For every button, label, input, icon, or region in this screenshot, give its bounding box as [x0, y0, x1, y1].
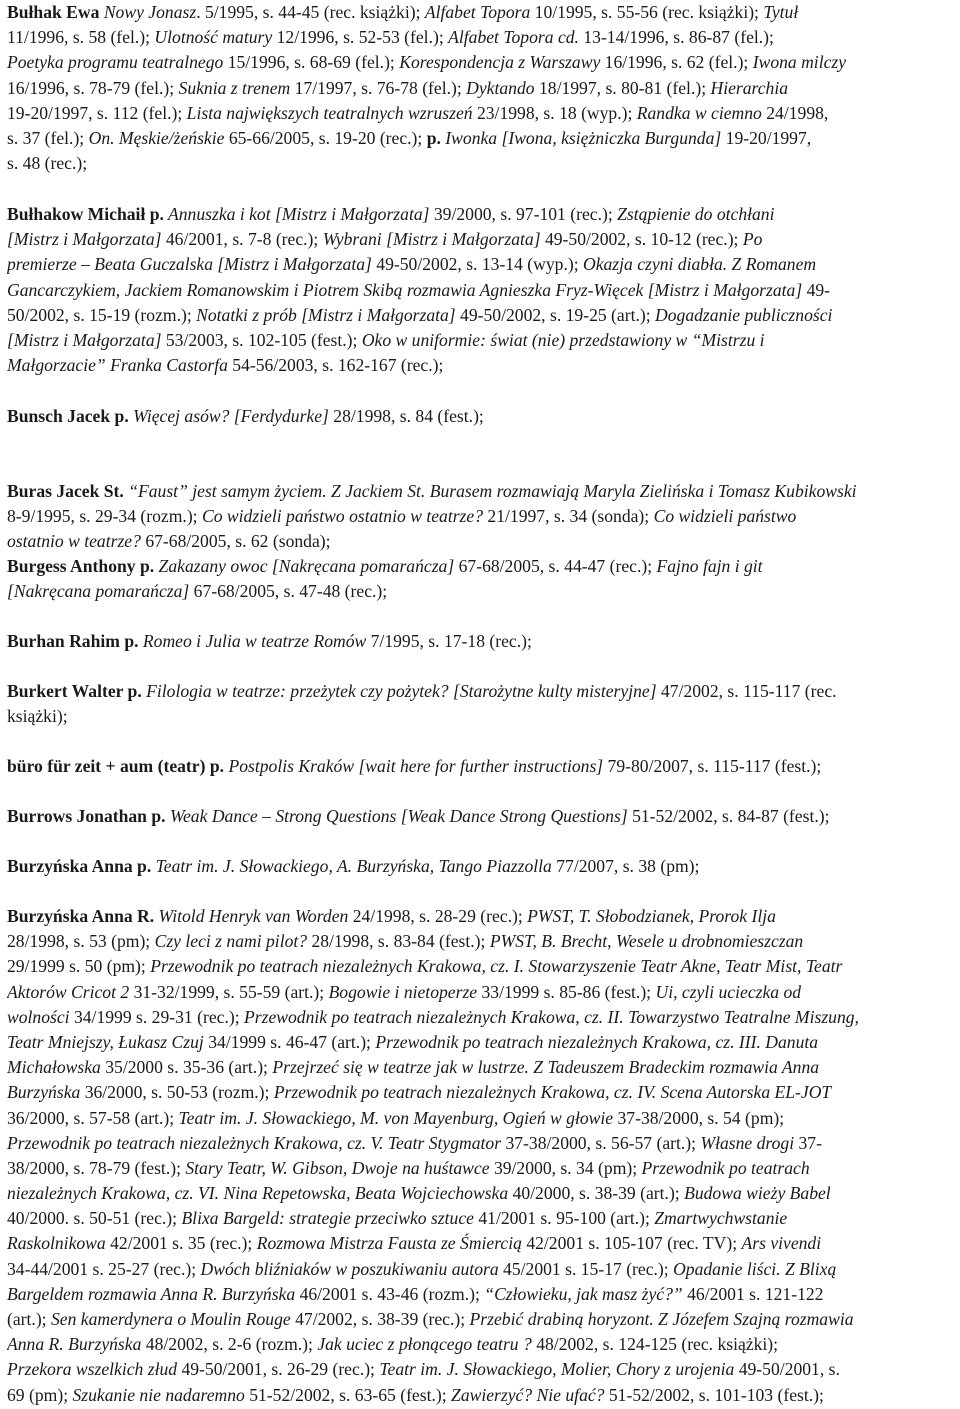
author-name: Burhan Rahim p. [7, 631, 139, 651]
entry-line [7, 1206, 957, 1231]
citation-text: 49-50/2001, s. 26-29 (rec.); [177, 1359, 380, 1380]
bibliography-entry [7, 804, 957, 829]
citation-text: 48/2002, s. 124-125 (rec. książki); [531, 1334, 779, 1355]
work-title: Sen kamerdynera o Moulin Rouge [50, 1309, 291, 1329]
work-title: Zawierzyć? Nie ufać? [451, 1384, 605, 1405]
work-title: Teatr im. J. Słowackiego, M. von Mayenburg, Ogień w głowie [178, 1107, 614, 1128]
work-title: “Człowieku, jak masz żyć?” [484, 1283, 683, 1304]
bibliography-entry [7, 904, 957, 1408]
citation-text: 51-52/2002, s. 84-87 (fest.); [627, 806, 830, 826]
work-title: Postpolis Kraków [wait here for further instructions] [224, 756, 604, 776]
work-title: Burzyńska [7, 1082, 81, 1103]
work-title: Przewodnik po teatrach niezależnych Krakowa, cz. II. Towarzystwo Teatralne Miszung, [244, 1006, 859, 1027]
work-title: Poetyka programu teatralnego [7, 52, 224, 73]
work-title: Co widzieli państwo [653, 506, 797, 527]
work-title: Szukanie nie nadaremno [72, 1384, 245, 1405]
work-title: ostatnio w teatrze? [7, 531, 141, 552]
citation-text: 51-52/2002, s. 63-65 (fest.); [244, 1384, 452, 1405]
entry-line [7, 25, 957, 50]
work-title: Więcej asów? [Ferdydurke] [128, 406, 329, 426]
work-title: Dwóch bliźniaków w poszukiwaniu autora [200, 1258, 499, 1279]
entry-line [7, 1131, 957, 1156]
bibliography-entry [7, 479, 957, 555]
work-title: Fajno fajn i git [656, 556, 763, 576]
entry-line [7, 904, 957, 929]
citation-text: 21/1997, s. 34 (sonda); [483, 506, 654, 527]
citation-text: 34/1999 s. 29-31 (rec.); [69, 1006, 244, 1027]
citation-text: 24/1998, s. 28-29 (rec.); [348, 906, 528, 926]
work-title: Zstąpienie do otchłani [617, 204, 775, 224]
entry-line [7, 76, 957, 101]
work-title: Oko w uniformie: świat (nie) przedstawiony w “Mistrzu i [361, 329, 765, 350]
work-title: Teatr im. J. Słowackiego, Molier, Chory z urojenia [379, 1359, 735, 1380]
work-title: Budowa wieży Babel [684, 1183, 831, 1204]
work-title: Blixa Bargeld: strategie przeciwko sztuce [181, 1208, 474, 1229]
entry-line [7, 1106, 957, 1131]
bibliography-entry [7, 0, 957, 176]
author-name: Burgess Anthony p. [7, 556, 155, 576]
entry-line [7, 1357, 957, 1382]
citation-text: 17/1997, s. 76-78 (fel.); [290, 77, 467, 98]
work-title: Przejrzeć się w teatrze jak w lustrze. Z Tadeuszem Bradeckim rozmawia Anna [272, 1057, 820, 1078]
citation-text: 39/2000, s. 34 (pm); [489, 1157, 642, 1178]
author-name: Burzyńska Anna p. [7, 856, 152, 876]
citation-text: 16/1996, s. 62 (fel.); [600, 52, 753, 73]
work-title: Ulotność matury [154, 27, 273, 48]
citation-text: 79-80/2007, s. 115-117 (fest.); [603, 756, 822, 776]
entry-line [7, 278, 957, 303]
citation-text: 36/2000, s. 50-53 (rozm.); [80, 1082, 274, 1103]
work-title: Przewodnik po teatrach niezależnych Krakowa, cz. IV. Scena Autorska EL-JOT [273, 1082, 832, 1103]
citation-text: 49-50/2002, s. 19-25 (art.); [455, 304, 656, 325]
author-name: Burkert Walter p. [7, 681, 142, 701]
citation-text: 29/1999 s. 50 (pm); [7, 956, 151, 977]
citation-text: 28/1998, s. 84 (fest.); [328, 406, 484, 426]
entry-line [7, 529, 957, 554]
bibliography-entry [7, 679, 957, 729]
citation-text: 65-66/2005, s. 19-20 (rec.); [224, 127, 427, 148]
work-title: Alfabet Topora cd. [448, 27, 579, 48]
entry-line [7, 404, 957, 429]
work-title: [Mistrz i Małgorzata] [7, 229, 162, 250]
citation-text: 49- [802, 279, 831, 300]
citation-text: 50/2002, s. 15-19 (rozm.); [7, 304, 197, 325]
entry-line [7, 1181, 957, 1206]
entry-line [7, 202, 957, 227]
entry-line [7, 704, 957, 729]
citation-text: 18/1997, s. 80-81 (fel.); [534, 77, 711, 98]
author-name: Buras Jacek St. [7, 481, 124, 501]
author-name: Burzyńska Anna R. [7, 906, 155, 926]
author-name: Bułhak Ewa [7, 2, 100, 22]
work-title: Annuszka i kot [Mistrz i Małgorzata] [163, 204, 430, 224]
work-title: Czy leci z nami pilot? [154, 931, 308, 952]
citation-text: 38/2000, s. 78-79 (fest.); [7, 1157, 186, 1178]
entry-line [7, 479, 957, 504]
citation-text: 77/2007, s. 38 (pm); [551, 856, 700, 876]
citation-text: 69 (pm); [7, 1384, 73, 1405]
citation-text: 16/1996, s. 78-79 (fel.); [7, 77, 179, 98]
work-title: Dyktando [466, 77, 535, 98]
citation-text: 19-20/1997, [721, 127, 812, 148]
entry-line [7, 328, 957, 353]
citation-text: 45/2001 s. 15-17 (rec.); [498, 1258, 674, 1279]
work-title: Raskolnikowa [7, 1233, 106, 1254]
work-title: Przewodnik po teatrach niezależnych Krakowa, cz. III. Danuta [375, 1031, 819, 1052]
citation-text: 51-52/2002, s. 101-103 (fest.); [604, 1384, 824, 1405]
work-title: premierze – Beata Guczalska [Mistrz i Małgorzata] [7, 254, 372, 275]
citation-text: 7/1995, s. 17-18 (rec.); [366, 631, 532, 651]
entry-line [7, 1030, 957, 1055]
work-title: Teatr im. J. Słowackiego, A. Burzyńska, Tango Piazzolla [151, 856, 552, 876]
citation-text: 11/1996, s. 58 (fel.); [7, 27, 155, 48]
work-title: Bogowie i nietoperze [328, 981, 478, 1002]
citation-text: 12/1996, s. 52-53 (fel.); [272, 27, 449, 48]
work-title: Wybrani [Mistrz i Małgorzata] [322, 229, 541, 250]
entry-line [7, 101, 957, 126]
citation-text: 54-56/2003, s. 162-167 (rec.); [227, 355, 444, 376]
entry-line [7, 1231, 957, 1256]
citation-text: 19-20/1997, s. 112 (fel.); [7, 102, 187, 123]
citation-text: 41/2001 s. 95-100 (art.); [473, 1208, 655, 1229]
entry-line [7, 50, 957, 75]
work-title: Hierarchia [710, 77, 789, 98]
work-title: “Faust” jest samym życiem. Z Jackiem St. Burasem rozmawiają Maryla Zielińska i Tomasz Kubikowski [123, 481, 857, 501]
work-title: Bargeldem rozmawia Anna R. Burzyńska [7, 1283, 296, 1304]
citation-text: 39/2000, s. 97-101 (rec.); [429, 204, 618, 224]
citation-text: 37- [794, 1132, 822, 1153]
citation-text: książki); [7, 706, 68, 727]
citation-text: 10/1995, s. 55-56 (rec. książki); [530, 2, 764, 22]
citation-text: 46/2001 s. 121-122 [682, 1283, 824, 1304]
bibliography-entry [7, 202, 957, 378]
work-title: Zmartwychwstanie [654, 1208, 788, 1229]
entry-line [7, 854, 957, 879]
author-name: p. [426, 127, 441, 148]
work-title: Przebić drabiną horyzont. Z Józefem Szajną rozmawia [469, 1309, 854, 1329]
entry-line [7, 1080, 957, 1105]
work-title: Korespondencja z Warszawy [399, 52, 601, 73]
work-title: Zakazany owoc [Nakręcana pomarańcza] [154, 556, 455, 576]
work-title: Przekora wszelkich złud [7, 1359, 178, 1380]
citation-text: 48/2002, s. 2-6 (rozm.); [141, 1334, 318, 1355]
entry-line [7, 1257, 957, 1282]
entry-line [7, 629, 957, 654]
entry-line [7, 954, 957, 979]
work-title: PWST, T. Słobodzianek, Prorok Ilja [527, 906, 776, 926]
entry-line [7, 980, 957, 1005]
work-title: Rozmowa Mistrza Fausta ze Śmiercią [256, 1233, 522, 1254]
work-title: Alfabet Topora [424, 2, 531, 22]
work-title: Aktorów Cricot 2 [7, 981, 130, 1002]
work-title: Iwonka [Iwona, księżniczka Burgunda] [440, 127, 722, 148]
work-title: Dogadzanie publiczności [655, 304, 833, 325]
citation-text: 35/2000 s. 35-36 (art.); [100, 1057, 273, 1078]
entry-line [7, 1307, 957, 1332]
citation-text: 37-38/2000, s. 56-57 (art.); [501, 1132, 701, 1153]
work-title: Suknia z trenem [178, 77, 291, 98]
citation-text: 67-68/2005, s. 44-47 (rec.); [454, 556, 657, 576]
citation-text: 37-38/2000, s. 54 (pm); [613, 1107, 785, 1128]
work-title: Lista największych teatralnych wzruszeń [186, 102, 473, 123]
citation-text: 47/2002, s. 38-39 (rec.); [290, 1309, 470, 1329]
entry-line [7, 554, 957, 579]
citation-text: 28/1998, s. 83-84 (fest.); [307, 931, 490, 952]
citation-text: 34/1999 s. 46-47 (art.); [203, 1031, 376, 1052]
citation-text: 46/2001, s. 7-8 (rec.); [161, 229, 323, 250]
bibliography-entry [7, 629, 957, 654]
citation-text: s. 48 (rec.); [7, 153, 88, 174]
work-title: Teatr Mniejszy, Łukasz Czuj [7, 1031, 204, 1052]
citation-text: 23/1998, s. 18 (wyp.); [472, 102, 637, 123]
work-title: niezależnych Krakowa, cz. VI. Nina Repetowska, Beata Wojciechowska [7, 1183, 509, 1204]
work-title: PWST, B. Brecht, Wesele u drobnomieszczan [489, 931, 804, 952]
work-title: Iwona milczy [752, 52, 847, 73]
work-title: Jak uciec z płonącego teatru ? [317, 1334, 532, 1355]
work-title: Randka w ciemno [636, 102, 762, 123]
citation-text: 33/1999 s. 85-86 (fest.); [477, 981, 656, 1002]
work-title: Filologia w teatrze: przeżytek czy pożytek? [Starożytne kulty misteryjne] [141, 681, 657, 701]
work-title: Tytuł [763, 2, 799, 22]
citation-text: 40/2000, s. 38-39 (art.); [508, 1183, 685, 1204]
work-title: Ars vivendi [741, 1233, 822, 1254]
citation-text: 47/2002, s. 115-117 (rec. [656, 681, 837, 701]
citation-text: 42/2001 s. 105-107 (rec. TV); [521, 1233, 742, 1254]
work-title: Nowy Jonasz [99, 2, 197, 22]
work-title: Anna R. Burzyńska [7, 1334, 142, 1355]
citation-text: . 5/1995, s. 44-45 (rec. książki); [196, 2, 425, 22]
entry-line [7, 303, 957, 328]
author-name: Bunsch Jacek p. [7, 406, 129, 426]
work-title: Małgorzacie” Franka Castorfa [7, 355, 228, 376]
entry-line [7, 1156, 957, 1181]
work-title: Własne drogi [700, 1132, 795, 1153]
author-name: Bułhakow Michaił p. [7, 204, 164, 224]
entry-line [7, 0, 957, 25]
work-title: On. Męskie/żeńskie [88, 127, 225, 148]
entry-line [7, 504, 957, 529]
entry-line [7, 1383, 957, 1408]
entry-line [7, 353, 957, 378]
citation-text: (art.); [7, 1309, 51, 1329]
work-title: Stary Teatr, W. Gibson, Dwoje na huśtawce [185, 1157, 490, 1178]
author-name: Burrows Jonathan p. [7, 806, 166, 826]
citation-text: 8-9/1995, s. 29-34 (rozm.); [7, 506, 202, 527]
citation-text: 46/2001 s. 43-46 (rozm.); [295, 1283, 485, 1304]
entry-line [7, 804, 957, 829]
work-title: Ui, czyli ucieczka od [655, 981, 802, 1002]
entry-line [7, 1282, 957, 1307]
work-title: [Mistrz i Małgorzata] [7, 329, 162, 350]
work-title: [Nakręcana pomarańcza] [7, 581, 190, 602]
bibliography-entry [7, 554, 957, 604]
citation-text: 49-50/2002, s. 10-12 (rec.); [540, 229, 743, 250]
entry-line [7, 679, 957, 704]
work-title: Romeo i Julia w teatrze Romów [138, 631, 367, 651]
work-title: Przewodnik po teatrach [641, 1157, 810, 1178]
citation-text: 36/2000, s. 57-58 (art.); [7, 1107, 179, 1128]
bibliography-entry [7, 854, 957, 879]
work-title: Opadanie liści. Z Blixą [673, 1258, 837, 1279]
entry-line [7, 252, 957, 277]
entry-line [7, 126, 957, 151]
citation-text: 49-50/2001, s. [734, 1359, 840, 1380]
citation-text: 13-14/1996, s. 86-87 (fel.); [578, 27, 774, 48]
citation-text: 53/2003, s. 102-105 (fest.); [161, 329, 362, 350]
entry-line [7, 1332, 957, 1357]
bibliography-entry [7, 754, 957, 779]
work-title: Witold Henryk van Worden [154, 906, 349, 926]
entry-line [7, 1005, 957, 1030]
entry-line [7, 227, 957, 252]
citation-text: 49-50/2002, s. 13-14 (wyp.); [371, 254, 583, 275]
work-title: wolności [7, 1006, 70, 1027]
entry-line [7, 754, 957, 779]
citation-text: 31-32/1999, s. 55-59 (art.); [129, 981, 329, 1002]
citation-text: 15/1996, s. 68-69 (fel.); [223, 52, 400, 73]
work-title: Po [742, 229, 763, 250]
citation-text: 42/2001 s. 35 (rec.); [105, 1233, 257, 1254]
author-name: büro für zeit + aum (teatr) p. [7, 756, 225, 776]
citation-text: 67-68/2005, s. 47-48 (rec.); [189, 581, 388, 602]
work-title: Co widzieli państwo ostatnio w teatrze? [201, 506, 484, 527]
bibliography-entry [7, 404, 957, 429]
work-title: Weak Dance – Strong Questions [Weak Dance Strong Questions] [165, 806, 628, 826]
entry-line [7, 151, 957, 176]
entry-line [7, 579, 957, 604]
work-title: Przewodnik po teatrach niezależnych Krakowa, cz. I. Stowarzyszenie Teatr Akne, Teatr Mist, Teatr [150, 956, 843, 977]
work-title: Michałowska [7, 1057, 101, 1078]
citation-text: 28/1998, s. 53 (pm); [7, 931, 155, 952]
citation-text: 24/1998, [761, 102, 829, 123]
entry-line [7, 929, 957, 954]
citation-text: 34-44/2001 s. 25-27 (rec.); [7, 1258, 201, 1279]
work-title: Notatki z prób [Mistrz i Małgorzata] [196, 304, 456, 325]
work-title: Okazja czyni diabła. Z Romanem [583, 254, 817, 275]
entry-line [7, 1055, 957, 1080]
citation-text: 40/2000. s. 50-51 (rec.); [7, 1208, 182, 1229]
citation-text: s. 37 (fel.); [7, 127, 89, 148]
work-title: Przewodnik po teatrach niezależnych Krakowa, cz. V. Teatr Stygmator [7, 1132, 502, 1153]
citation-text: 67-68/2005, s. 62 (sonda); [140, 531, 331, 552]
work-title: Gancarczykiem, Jackiem Romanowskim i Piotrem Skibą rozmawia Agnieszka Fryz-Więcek [Mistrz i Małgorzata] [7, 279, 803, 300]
